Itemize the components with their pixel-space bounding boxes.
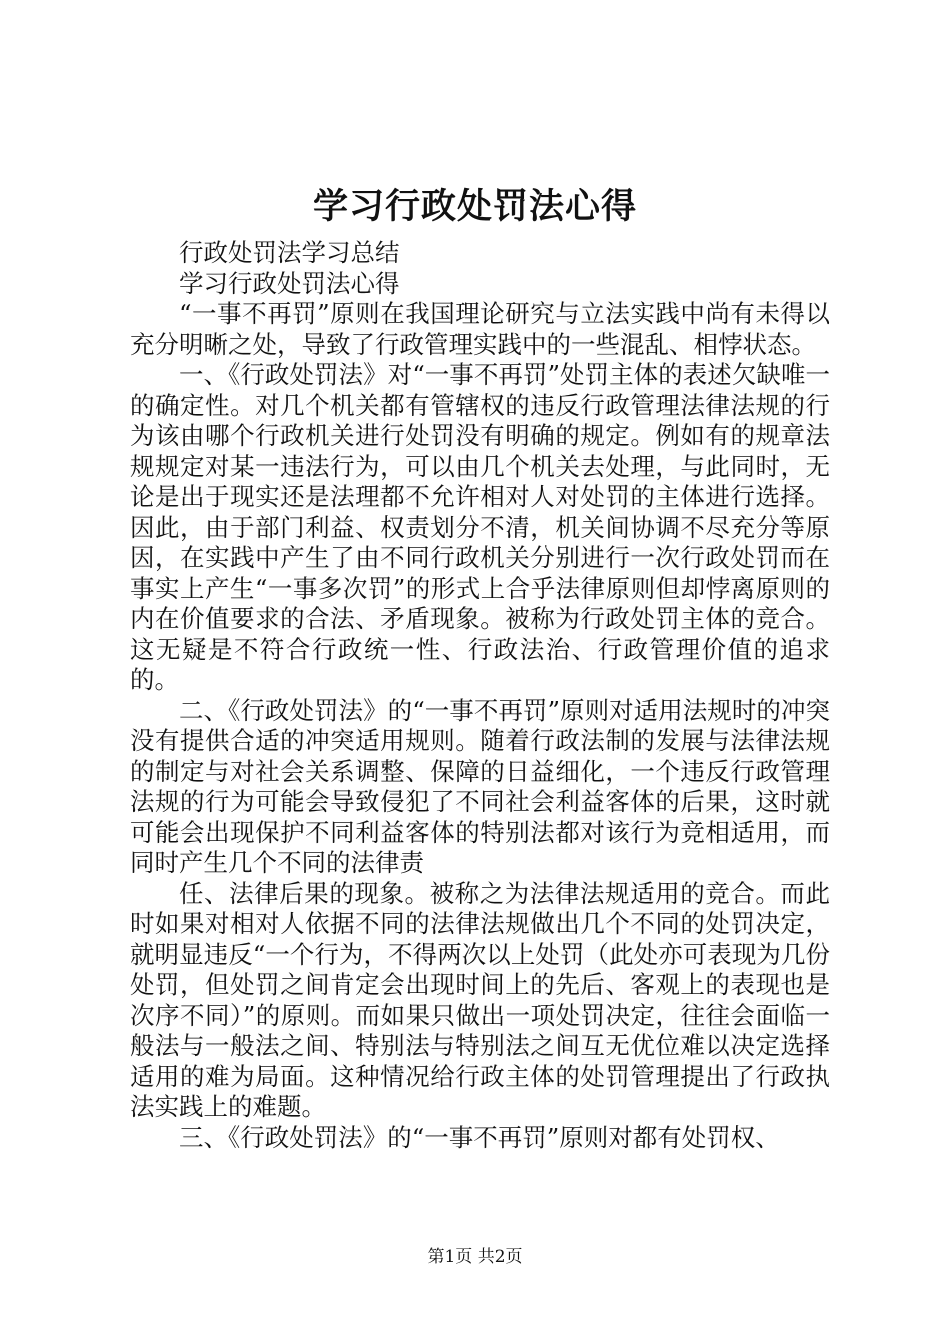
document-body	[130, 238, 830, 1153]
paragraph-section-three: 三、《行政处罚法》的“一事不再罚”原则对都有处罚权、	[179, 1122, 780, 1152]
paragraph-subtitle-summary: 行政处罚法学习总结	[179, 238, 400, 267]
paragraph-section-two: 二、《行政处罚法》的“一事不再罚”原则对适用法规时的冲突没有提供合适的冲突适用规则。随着行政法制的发展与法律法规的制定与对社会关系调整、保障的日益细化，一个违反行政管理法规的行为可能会导致侵犯了不同社会利益客体的后果，这时就可能会出现保护不同利益客体的特别法都对该行为竞相适用，而同时产生几个不同的法律责	[130, 695, 830, 877]
paragraph-subtitle-notes: 学习行政处罚法心得	[179, 268, 400, 298]
page-footer: 第1页 共2页	[427, 1247, 523, 1267]
document-title: 学习行政处罚法心得	[312, 186, 637, 227]
paragraph-section-two-continued: 任、法律后果的现象。被称之为法律法规适用的竞合。而此时如果对相对人依据不同的法律法规做出几个不同的处罚决定，就明显违反“一个行为，不得两次以上处罚（此处亦可表现为几份处罚，但处罚之间肯定会出现时间上的先后、客观上的表现也是次序不同）”的原则。而如果只做出一项处罚决定，往往会面临一般法与一般法之间、特别法与特别法之间互无优位难以决定选择适用的难为局面。这种情况给行政主体的处罚管理提出了行政执法实践上的难题。	[130, 878, 830, 1121]
paragraph-section-one: 一、《行政处罚法》对“一事不再罚”处罚主体的表述欠缺唯一的确定性。对几个机关都有管辖权的违反行政管理法律法规的行为该由哪个行政机关进行处罚没有明确的规定。例如有的规章法规规定对某一违法行为，可以由几个机关去处理，与此同时，无论是出于现实还是法理都不允许相对人对处罚的主体进行选择。因此，由于部门利益、权责划分不清，机关间协调不尽充分等原因，在实践中产生了由不同行政机关分别进行一次行政处罚而在事实上产生“一事多次罚”的形式上合乎法律原则但却悖离原则的内在价值要求的合法、矛盾现象。被称为行政处罚主体的竞合。这无疑是不符合行政统一性、行政法治、行政管理价值的追求的。	[130, 360, 830, 694]
paragraph-intro: “一事不再罚”原则在我国理论研究与立法实践中尚有未得以充分明晰之处，导致了行政管理实践中的一些混乱、相悖状态。	[130, 299, 830, 359]
